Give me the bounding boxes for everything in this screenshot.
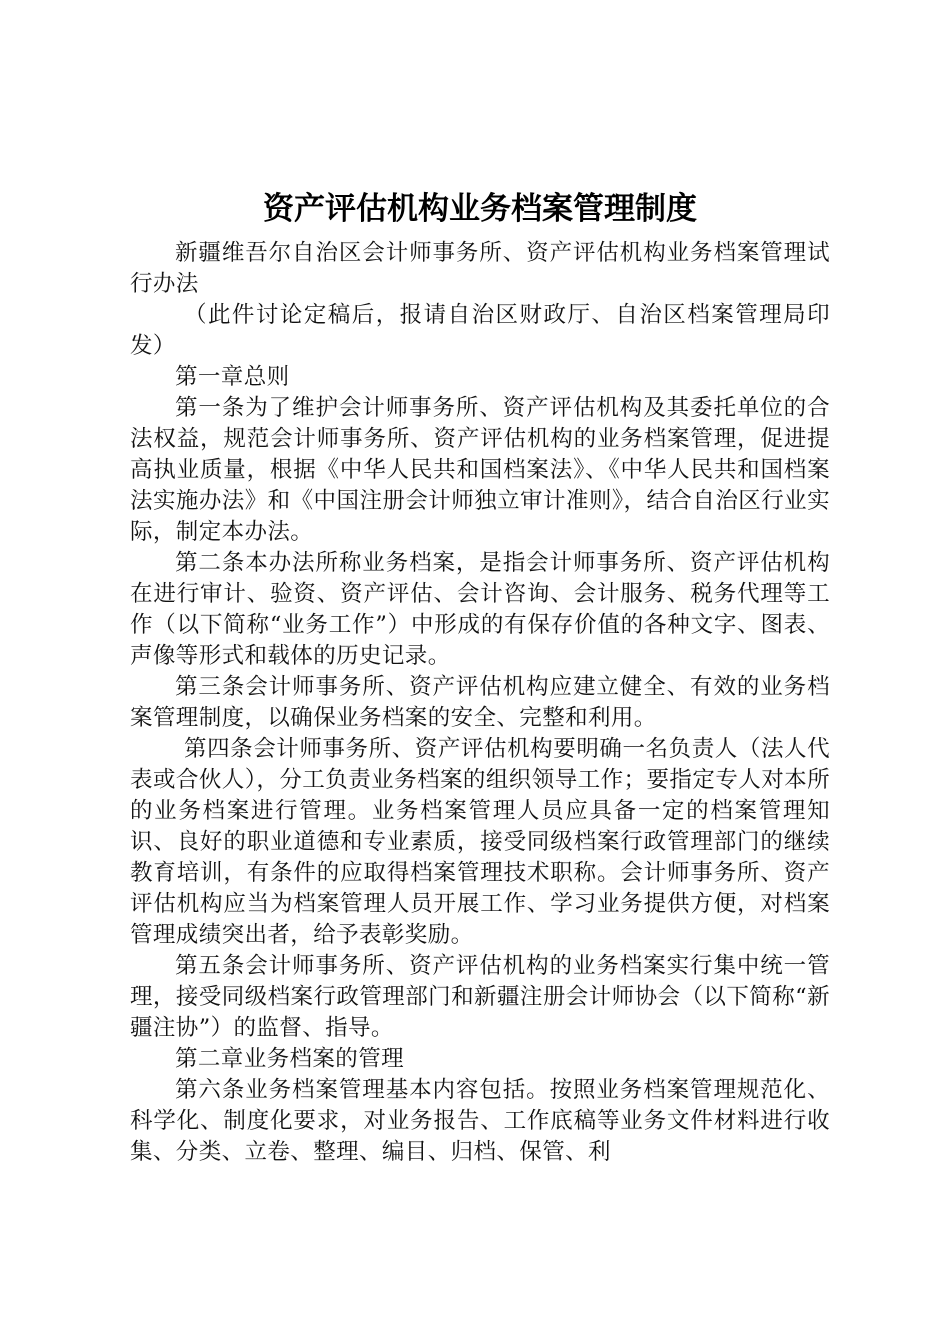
paragraph-subtitle: 新疆维吾尔自治区会计师事务所、资产评估机构业务档案管理试行办法 xyxy=(130,240,830,297)
article-1: 第一条为了维护会计师事务所、资产评估机构及其委托单位的合法权益，规范会计师事务所、资产评估机构的业务档案管理，促进提高执业质量，根据《中华人民共和国档案法》、《中华人民共和国档案法实施办法》和《中国注册会计师独立审计准则》，结合自治区行业实际，制定本办法。 xyxy=(130,395,830,545)
document-body xyxy=(130,186,830,1168)
chapter-heading-1: 第一章总则 xyxy=(175,364,290,390)
article-4: 第四条会计师事务所、资产评估机构要明确一名负责人（法人代表或合伙人），分工负责业务档案的组织领导工作；要指定专人对本所的业务档案进行管理。业务档案管理人员应具备一定的档案管理知识、良好的职业道德和专业素质，接受同级档案行政管理部门的继续教育培训，有条件的应取得档案管理技术职称。会计师事务所、资产评估机构应当为档案管理人员开展工作、学习业务提供方便，对档案管理成绩突出者，给予表彰奖励。 xyxy=(130,736,830,948)
article-2: 第二条本办法所称业务档案，是指会计师事务所、资产评估机构在进行审计、验资、资产评估、会计咨询、会计服务、税务代理等工作（以下简称“业务工作”）中形成的有保存价值的各种文字、图表、声像等形式和载体的历史记录。 xyxy=(130,550,830,669)
document-title: 资产评估机构业务档案管理制度 xyxy=(263,191,697,227)
article-5: 第五条会计师事务所、资产评估机构的业务档案实行集中统一管理，接受同级档案行政管理部门和新疆注册会计师协会（以下简称“新疆注协”）的监督、指导。 xyxy=(130,953,830,1041)
paragraph-note: （此件讨论定稿后，报请自治区财政厅、自治区档案管理局印发） xyxy=(130,302,830,359)
article-3: 第三条会计师事务所、资产评估机构应建立健全、有效的业务档案管理制度，以确保业务档案的安全、完整和利用。 xyxy=(130,674,830,731)
chapter-heading-2: 第二章业务档案的管理 xyxy=(175,1046,405,1072)
article-6: 第六条业务档案管理基本内容包括。按照业务档案管理规范化、科学化、制度化要求，对业务报告、工作底稿等业务文件材料进行收集、分类、立卷、整理、编目、归档、保管、利 xyxy=(130,1077,830,1165)
